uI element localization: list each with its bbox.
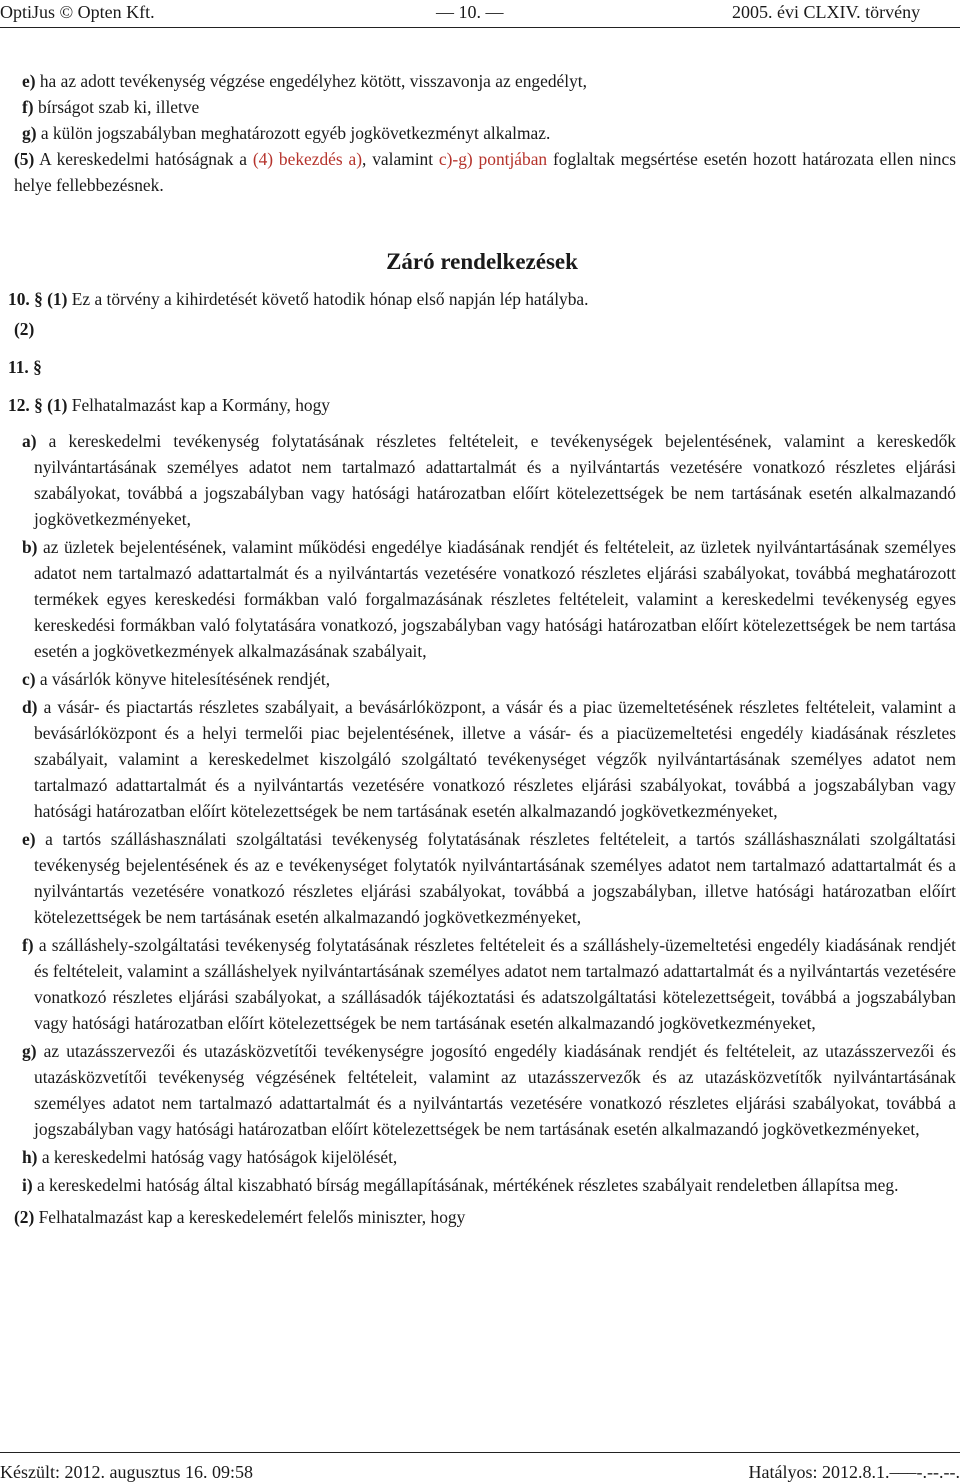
footer-effective: Hatályos: 2012.8.1.–––-.--.--. — [748, 1462, 960, 1482]
reference-link[interactable]: (4) bekezdés a) — [252, 149, 363, 169]
section-10: 10. § (1) Ez a törvény a kihirdetését követő hatodik hónap első napján lép hatályba. — [8, 289, 589, 309]
document-body — [8, 68, 956, 1230]
reference-link[interactable]: c)-g) pontjában — [438, 149, 548, 169]
list-item-c: c) a vásárlók könyve hitelesítésének rendjét, — [22, 669, 331, 689]
list-item-b: b) az üzletek bejelentésének, valamint működési engedélye kiadásának rendjét és feltételeit, az üzletek nyilvántartásának személyes adatot nem tartalmazó adattartalmát és a nyilvántartás vezetésére vonatkozó részletes eljárási szabályokat, továbbá meghatározott termékek egyes kereskedési formákban való forgalmazásának részletes feltételeit, valamint a kereskedelmi tevékenység egyes kereskedési formákban való folytatására vonatkozó, jogszabályban vagy hatósági határozatban előírt kötelezettségek be nem tartása esetén a jogkövetkezmények alkalmazásának szabályait, — [22, 537, 956, 661]
section-12-list — [8, 428, 956, 1198]
list-item-e: e) ha az adott tevékenység végzése engedélyhez kötött, visszavonja az engedélyt, — [22, 71, 587, 91]
header-publisher: OptiJus © Opten Kft. — [0, 2, 155, 22]
footer-divider — [0, 1452, 960, 1453]
header-divider — [0, 27, 960, 28]
list-item-e: e) a tartós szálláshasználati szolgáltatási tevékenység folytatásának részletes feltételeit, a tartós szálláshasználati szolgáltatási tevékenység bejelentésének és az e tevékenységet folytatók nyilvántartásának személyes adatot nem tartalmazó adattartalmát és a nyilvántartás vezetésére vonatkozó részletes eljárási szabályokat, továbbá a jogszabályban, illetve hatósági határozatban előírt kötelezettségek be nem tartásának esetén alkalmazandó jogkövetkezményeket, — [22, 829, 956, 927]
list-item-a: a) a kereskedelmi tevékenység folytatásának részletes feltételeit, e tevékenységek bejelentésének, valamint a kereskedők nyilvántartásának személyes adatot nem tartalmazó adattartalmát és a nyilvántartás vezetésére vonatkozó részletes eljárási szabályokat, továbbá a jogszabályban vagy hatósági határozatban előírt kötelezettségek be nem tartásának esetén alkalmazandó jogkövetkezményeket, — [22, 431, 956, 529]
list-item-g: g) az utazásszervezői és utazásközvetítői tevékenységre jogosító engedély kiadásának rendjét és feltételeit, az utazásszervezői és utazásközvetítői tevékenység végzésének feltételeit, valamint az utazásszervezők és az utazásközvetítők nyilvántartásának személyes adatot nem tartalmazó adattartalmát és a nyilvántartás vezetésére vonatkozó részletes eljárási szabályokat, továbbá a jogszabályban vagy hatósági határozatban előírt kötelezettségek be nem tartásának esetén alkalmazandó jogkövetkezményeket, — [22, 1041, 956, 1139]
section-11: 11. § — [8, 357, 42, 377]
section-12-paragraph-2: (2) Felhatalmazást kap a kereskedelemért felelős miniszter, hogy — [14, 1207, 466, 1227]
header-law-title: 2005. évi CLXIV. törvény — [732, 2, 921, 22]
list-item-i: i) a kereskedelmi hatóság által kiszabható bírság megállapításának, mértékének részletes szabályait rendeletben állapítsa meg. — [22, 1175, 899, 1195]
section-heading: Záró rendelkezések — [386, 249, 578, 274]
list-item-f: f) bírságot szab ki, illetve — [22, 97, 200, 117]
list-item-d: d) a vásár- és piactartás részletes szabályait, a bevásárlóközpont, a vásár és a piac üzemeltetésének részletes feltételeit, valamint a bevásárlóközpont és a helyi termelői piac bejelentésének, illetve a vásár- és a piacüzemeltetési engedély kiadásának részletes szabályait, valamint a kereskedelmet kiszolgáló szolgáltató tevékenységet végzők nyilvántartásának személyes adatot nem tartalmazó adattartalmát és a nyilvántartás vezetésére vonatkozó részletes eljárási szabályokat, továbbá a jogszabályban vagy hatósági határozatban előírt kötelezettségek be nem tartásának esetén alkalmazandó jogkövetkezményeket, — [22, 697, 956, 821]
paragraph-5: (5) A kereskedelmi hatóságnak a (4) bekezdés a), valamint c)-g) pontjában foglaltak megsértése esetén hozott határozata ellen nincs helye fellebbezésnek. — [14, 149, 956, 195]
section-10-paragraph-2: (2) — [14, 319, 35, 339]
list-item-f: f) a szálláshely-szolgáltatási tevékenység folytatásának részletes feltételeit és a szálláshely-üzemeltetési engedély kiadásának rendjét és feltételeit, valamint a szálláshelyek nyilvántartásának személyes adatot nem tartalmazó adattartalmát és a nyilvántartás vezetésére vonatkozó részletes eljárási szabályokat, a szállásadók tájékoztatási és adatszolgáltatási kötelezettségeit, továbbá a jogszabályban vagy hatósági határozatban előírt kötelezettségek be nem tartásának esetén alkalmazandó jogkövetkezményeket, — [22, 935, 956, 1033]
page-header — [0, 0, 960, 26]
section-12: 12. § (1) Felhatalmazást kap a Kormány, hogy — [8, 395, 330, 415]
list-item-h: h) a kereskedelmi hatóság vagy hatóságok kijelölését, — [22, 1147, 398, 1167]
header-page-number: — 10. — — [436, 2, 504, 22]
footer-created: Készült: 2012. augusztus 16. 09:58 — [0, 1462, 253, 1482]
list-item-g: g) a külön jogszabályban meghatározott egyéb jogkövetkezményt alkalmaz. — [22, 123, 551, 143]
